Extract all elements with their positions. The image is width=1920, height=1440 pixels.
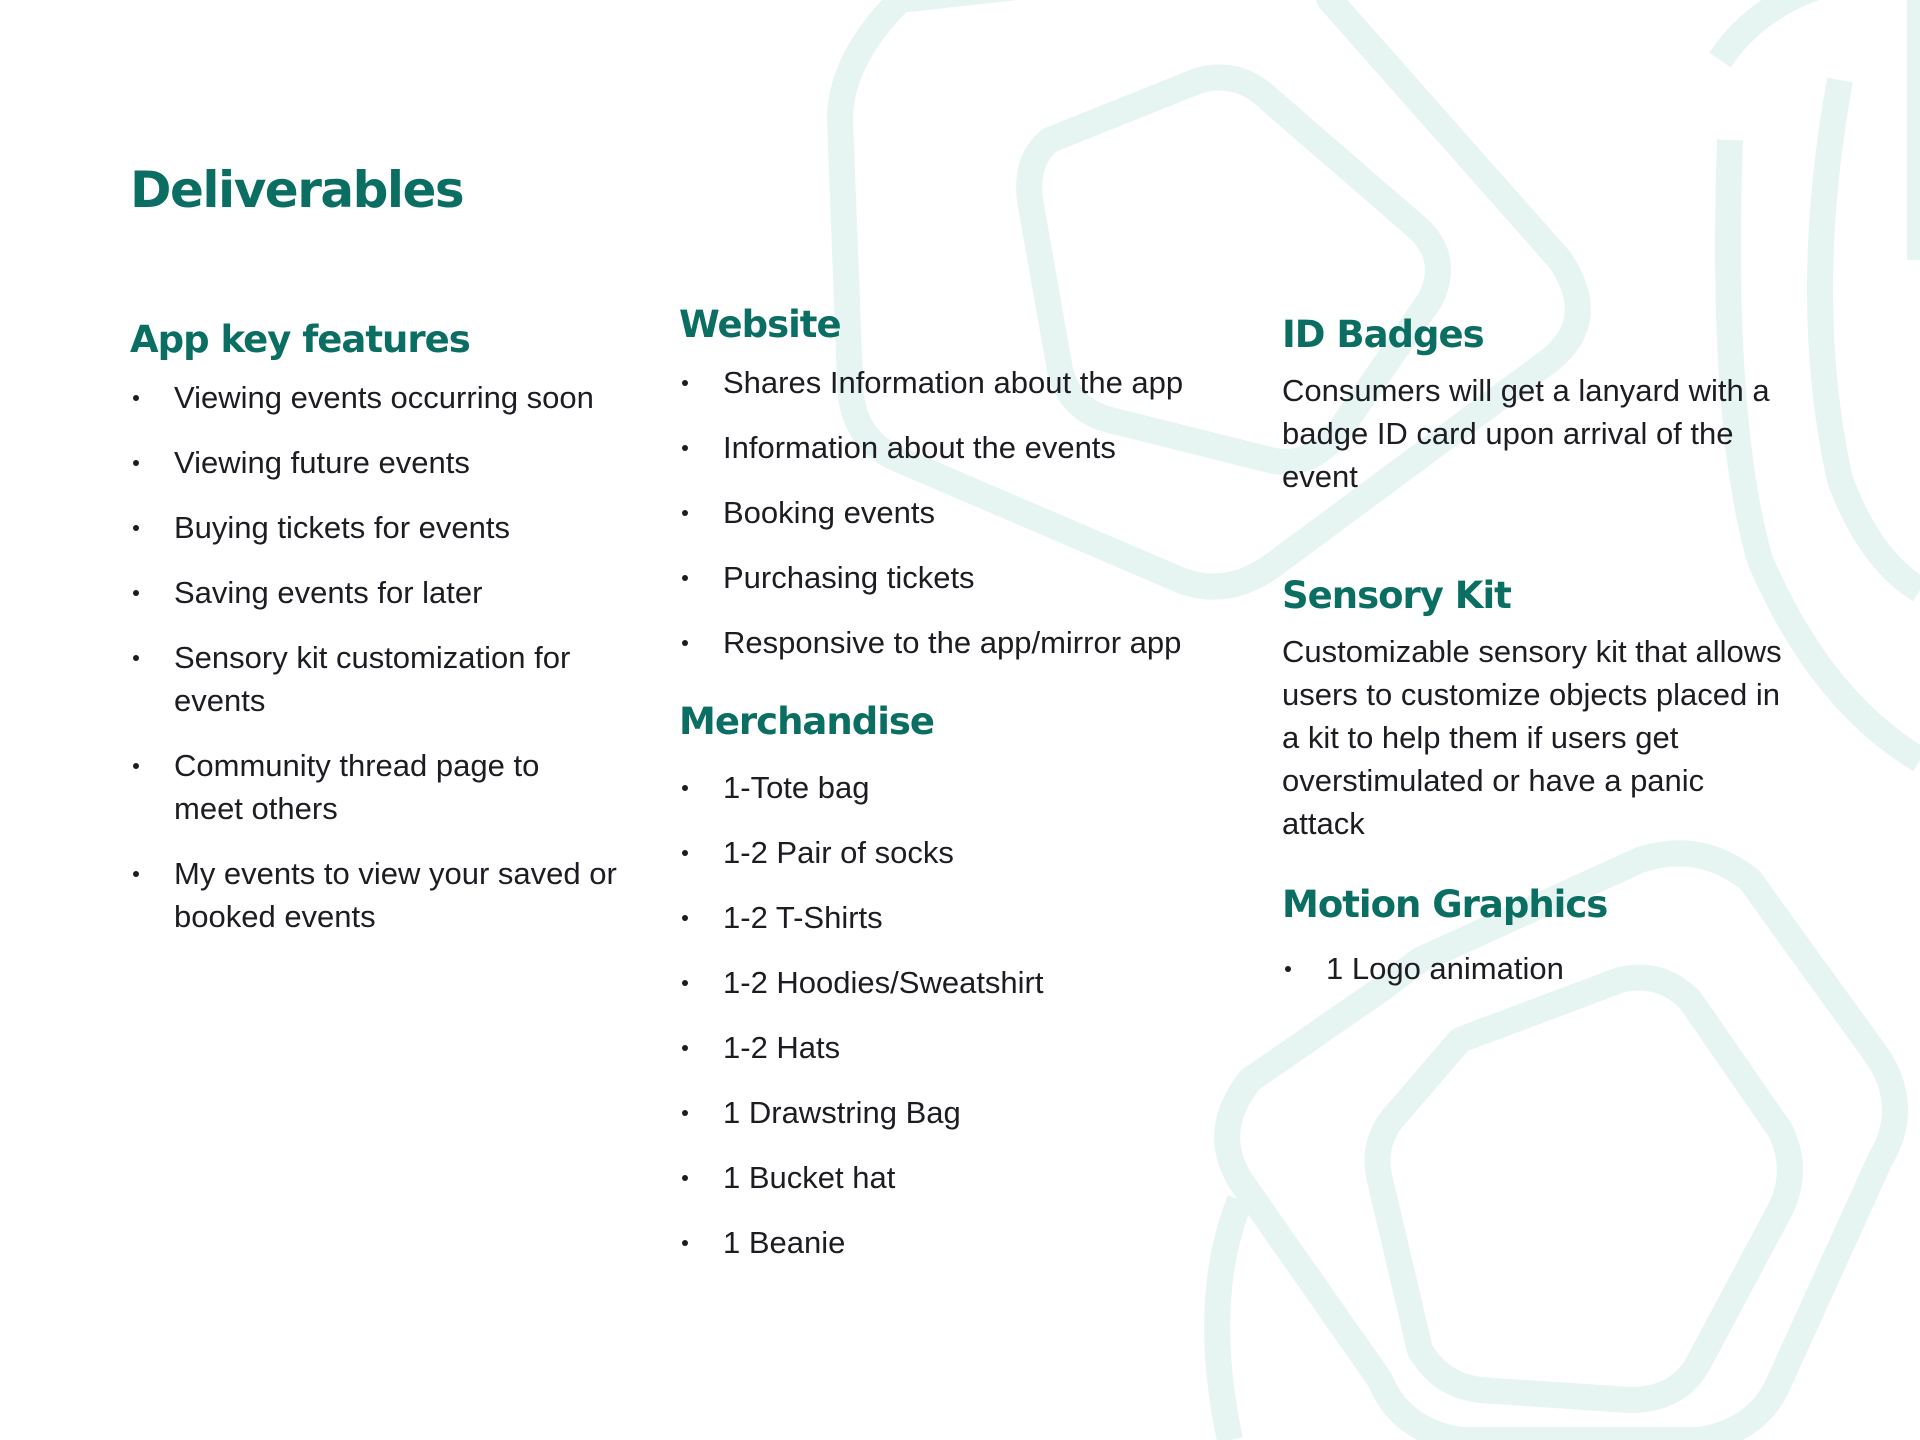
id-badges-description: Consumers will get a lanyard with a badge ID card upon arrival of the event: [1282, 373, 1770, 495]
app-features-heading: App key features: [130, 318, 470, 361]
list-item: Booking events: [679, 491, 1239, 534]
website-heading: Website: [679, 303, 841, 346]
list-item: 1 Bucket hat: [679, 1156, 1239, 1199]
list-item: Saving events for later: [130, 571, 650, 614]
sensory-kit-description: Customizable sensory kit that allows users to customize objects placed in a kit to help them if users get overstimulated or have a panic attack: [1282, 634, 1782, 842]
list-item: Sensory kit customization for events: [130, 636, 650, 722]
sensory-kit-section: [1282, 574, 1802, 845]
list-item: 1 Beanie: [679, 1221, 1239, 1264]
list-item: Responsive to the app/mirror app: [679, 621, 1239, 664]
merchandise-list: [679, 766, 1239, 1264]
id-badges-heading: ID Badges: [1282, 313, 1484, 356]
motion-graphics-heading: Motion Graphics: [1282, 883, 1608, 926]
app-features-section: [130, 318, 650, 960]
website-section: [679, 303, 1239, 686]
list-item: Purchasing tickets: [679, 556, 1239, 599]
list-item: 1-Tote bag: [679, 766, 1239, 809]
list-item: Community thread page to meet others: [130, 744, 554, 830]
list-item: 1-2 T-Shirts: [679, 896, 1239, 939]
list-item: 1-2 Hoodies/Sweatshirt: [679, 961, 1239, 1004]
app-features-list: [130, 376, 650, 938]
page-title: Deliverables: [130, 161, 464, 219]
website-list: [679, 361, 1239, 664]
list-item: 1 Logo animation: [1282, 947, 1802, 990]
list-item: Information about the events: [679, 426, 1239, 469]
motion-graphics-list: [1282, 947, 1802, 990]
list-item: 1 Drawstring Bag: [679, 1091, 1239, 1134]
merchandise-heading: Merchandise: [679, 700, 935, 743]
list-item: 1-2 Hats: [679, 1026, 1239, 1069]
motion-graphics-section: [1282, 883, 1802, 1012]
sensory-kit-heading: Sensory Kit: [1282, 574, 1511, 617]
list-item: Buying tickets for events: [130, 506, 650, 549]
list-item: Shares Information about the app: [679, 361, 1239, 404]
list-item: My events to view your saved or booked events: [130, 852, 650, 938]
list-item: Viewing future events: [130, 441, 650, 484]
list-item: 1-2 Pair of socks: [679, 831, 1239, 874]
merchandise-section: [679, 700, 1239, 1286]
id-badges-section: [1282, 313, 1802, 498]
list-item: Viewing events occurring soon: [130, 376, 650, 419]
